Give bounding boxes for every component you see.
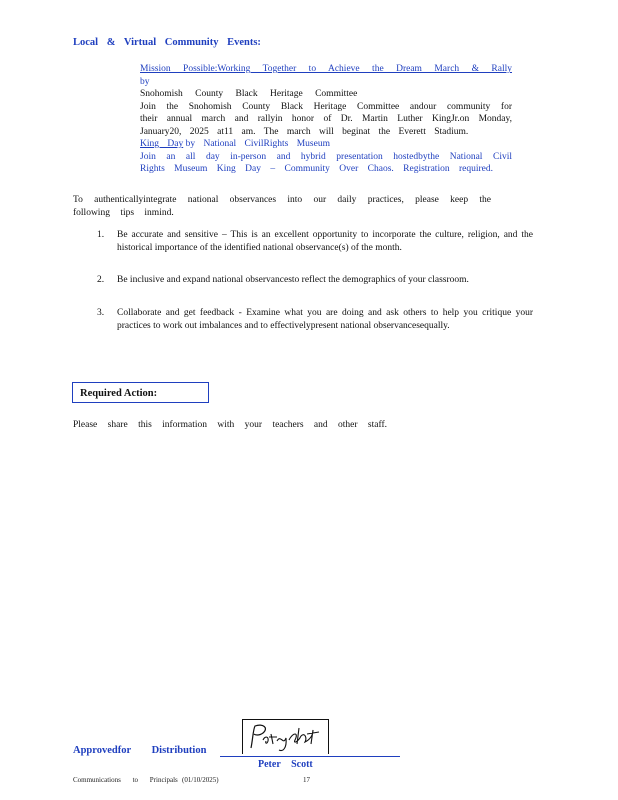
event-org: by National CivilRights Museum [185, 139, 330, 149]
signer-name: Peter Scott [258, 759, 313, 770]
list-item [97, 229, 533, 255]
footer-doc-name: Communications to Principals [73, 776, 178, 784]
event-desc-line-1: Join an all day in-person and hybrid presentation hostedbythe National Civil [140, 151, 512, 162]
event-desc-line-1: Join the Snohomish County Black Heritage Committee andour community for [140, 101, 512, 112]
signature-image [243, 720, 328, 754]
tips-list [97, 229, 533, 333]
intro-line-1: To authenticallyintegrate national observances into our daily practices, please keep the [73, 195, 491, 205]
event-org: Snohomish County Black Heritage Committee [140, 89, 358, 100]
section-heading: Local & Virtual Community Events: [73, 37, 261, 48]
event-title-link[interactable]: Mission Possible:Working Together to Achieve the Dream March & Rally [140, 64, 512, 74]
tip-text: Collaborate and get feedback - Examine what you are doing and ask others to help you critique your practices to work out imbalances and to effectivelypresent national observancesequally. [117, 308, 533, 331]
tip-number: 1. [97, 230, 105, 240]
intro-paragraph [73, 194, 491, 219]
tip-number: 3. [97, 308, 105, 318]
list-item [97, 307, 533, 333]
footer-page-number: 17 [303, 776, 310, 784]
event-desc-line-3: January20, 2025 at11 am. The march will beginat the Everett Stadium. [140, 126, 469, 137]
intro-line-2: following tips inmind. [73, 207, 174, 218]
tip-number: 2. [97, 275, 105, 285]
required-action-text: Please share this information with your teachers and other staff. [73, 420, 388, 430]
event-mission-possible [140, 63, 512, 139]
required-action-box [72, 382, 209, 403]
event-king-day [140, 138, 512, 176]
tip-text: Be inclusive and expand national observancesto reflect the demographics of your classroom. [117, 275, 469, 285]
approval-label: Approvedfor Distribution [73, 745, 207, 756]
event-desc-line-2: their annual march and rallyin honor of Dr. Martin Luther KingJr.on Monday, [140, 114, 512, 125]
signature-line [220, 756, 400, 757]
event-title-link[interactable]: King Day [140, 139, 184, 149]
event-by: by [140, 76, 150, 87]
list-item [97, 274, 509, 287]
tip-text: Be accurate and sensitive – This is an excellent opportunity to incorporate the culture, religion, and the historical importance of the identified national observance(s) of the month. [117, 230, 533, 253]
required-action-label: Required Action: [80, 388, 158, 399]
signature-box [242, 719, 329, 754]
footer-date: (01/10/2025) [182, 776, 219, 784]
event-desc-line-2: Rights Museum King Day – Community Over Chaos. Registration required. [140, 164, 493, 175]
